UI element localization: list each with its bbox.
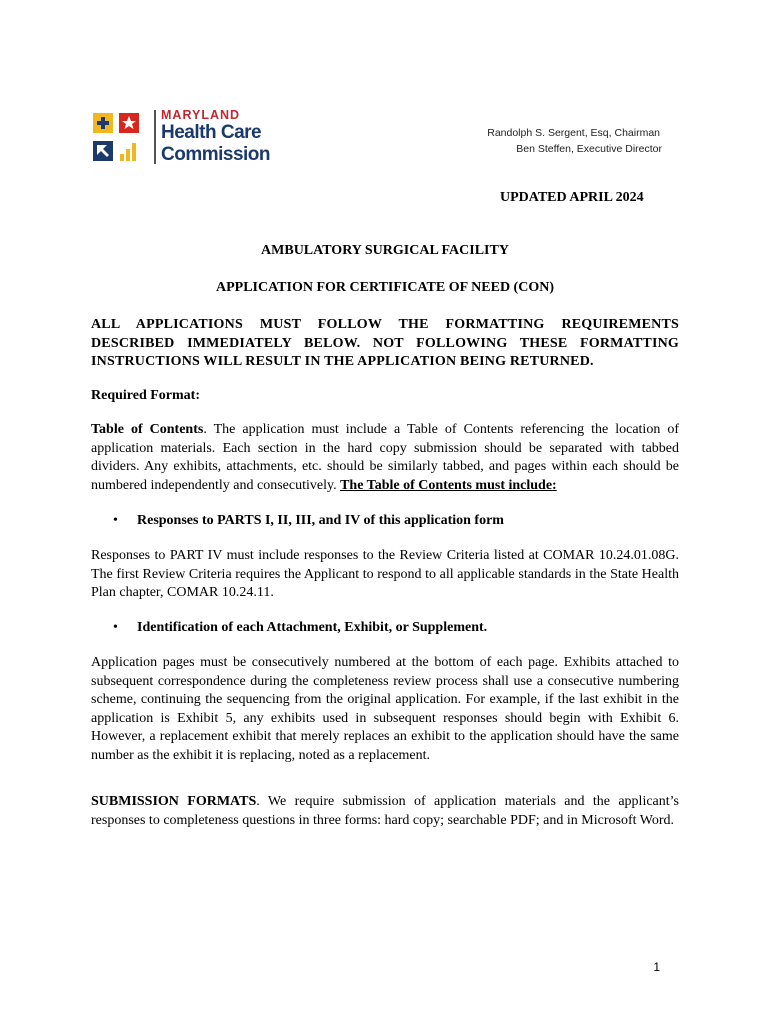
director: Ben Steffen, Executive Director <box>516 143 662 155</box>
title-application: APPLICATION FOR CERTIFICATE OF NEED (CON) <box>216 280 554 295</box>
bullet-icon: • <box>113 620 118 635</box>
required-format-heading: Required Format: <box>91 388 200 403</box>
logo-square-plus <box>93 113 113 133</box>
logo-square-bars <box>119 141 139 161</box>
updated-date: UPDATED APRIL 2024 <box>500 190 644 205</box>
logo-state: MARYLAND <box>161 108 241 122</box>
bar-chart-icon <box>119 141 139 161</box>
submission-body: . We require submission of application materials and the applicant’s responses to completeness questions in three forms: hard copy; searchable PDF; and in Microsoft Word. <box>91 794 679 828</box>
formatting-warning: ALL APPLICATIONS MUST FOLLOW THE FORMATTING REQUIREMENTS DESCRIBED IMMEDIATELY BELOW. NOT FOLLOWING THESE FORMATTING INSTRUCTIONS WILL RESULT IN THE APPLICATION BEING RETURNED. <box>91 317 679 369</box>
toc-heading: Table of Contents <box>91 422 204 437</box>
bullet-icon: • <box>113 513 118 528</box>
arrow-icon <box>93 141 113 161</box>
chairman: Randolph S. Sergent, Esq, Chairman <box>487 127 660 139</box>
page-number: 1 <box>653 960 660 974</box>
submission-heading: SUBMISSION FORMATS <box>91 794 257 809</box>
plus-icon <box>93 113 113 133</box>
letterhead-officers <box>487 125 660 157</box>
logo-square-star <box>119 113 139 133</box>
mhcc-logo <box>93 108 293 168</box>
submission-paragraph <box>91 793 679 830</box>
logo-line1: Health Care <box>161 122 262 143</box>
star-icon <box>119 113 139 133</box>
toc-body: . The application must include a Table of Contents referencing the location of application materials. Each section in the hard copy submission should be separated with tabbed dividers. Any exhibits, attachments, etc. should be similarly tabbed, and pages within each should be numbered independently and consecutively. <box>91 422 679 493</box>
logo-line2: Commission <box>161 144 271 165</box>
toc-must-include: The Table of Contents must include: <box>340 477 557 493</box>
bullet-parts-text: Responses to PARTS I, II, III, and IV of this application form <box>137 513 504 528</box>
bullet-attachments <box>113 620 487 636</box>
title-facility: AMBULATORY SURGICAL FACILITY <box>261 243 509 258</box>
part4-paragraph: Responses to PART IV must include responses to the Review Criteria listed at COMAR 10.24.01.08G. The first Review Criteria requires the Applicant to respond to all applicable standards in the State Health Plan chapter, COMAR 10.24.11. <box>91 548 679 600</box>
bullet-parts <box>113 513 504 529</box>
bullet-attachments-text: Identification of each Attachment, Exhibit, or Supplement. <box>137 620 488 635</box>
pages-paragraph: Application pages must be consecutively numbered at the bottom of each page. Exhibits attached to subsequent correspondence during the completeness review process shall use a consecutive numbering scheme, continuing the sequencing from the original application. For example, if the last exhibit in the application is Exhibit 5, any exhibits used in subsequent responses should begin with Exhibit 6. However, a replacement exhibit that merely replaces an exhibit to the application should have the same number as the exhibit it is replacing, noted as a replacement. <box>91 655 679 763</box>
logo-divider <box>154 110 156 164</box>
logo-square-arrow <box>93 141 113 161</box>
toc-paragraph <box>91 421 679 495</box>
